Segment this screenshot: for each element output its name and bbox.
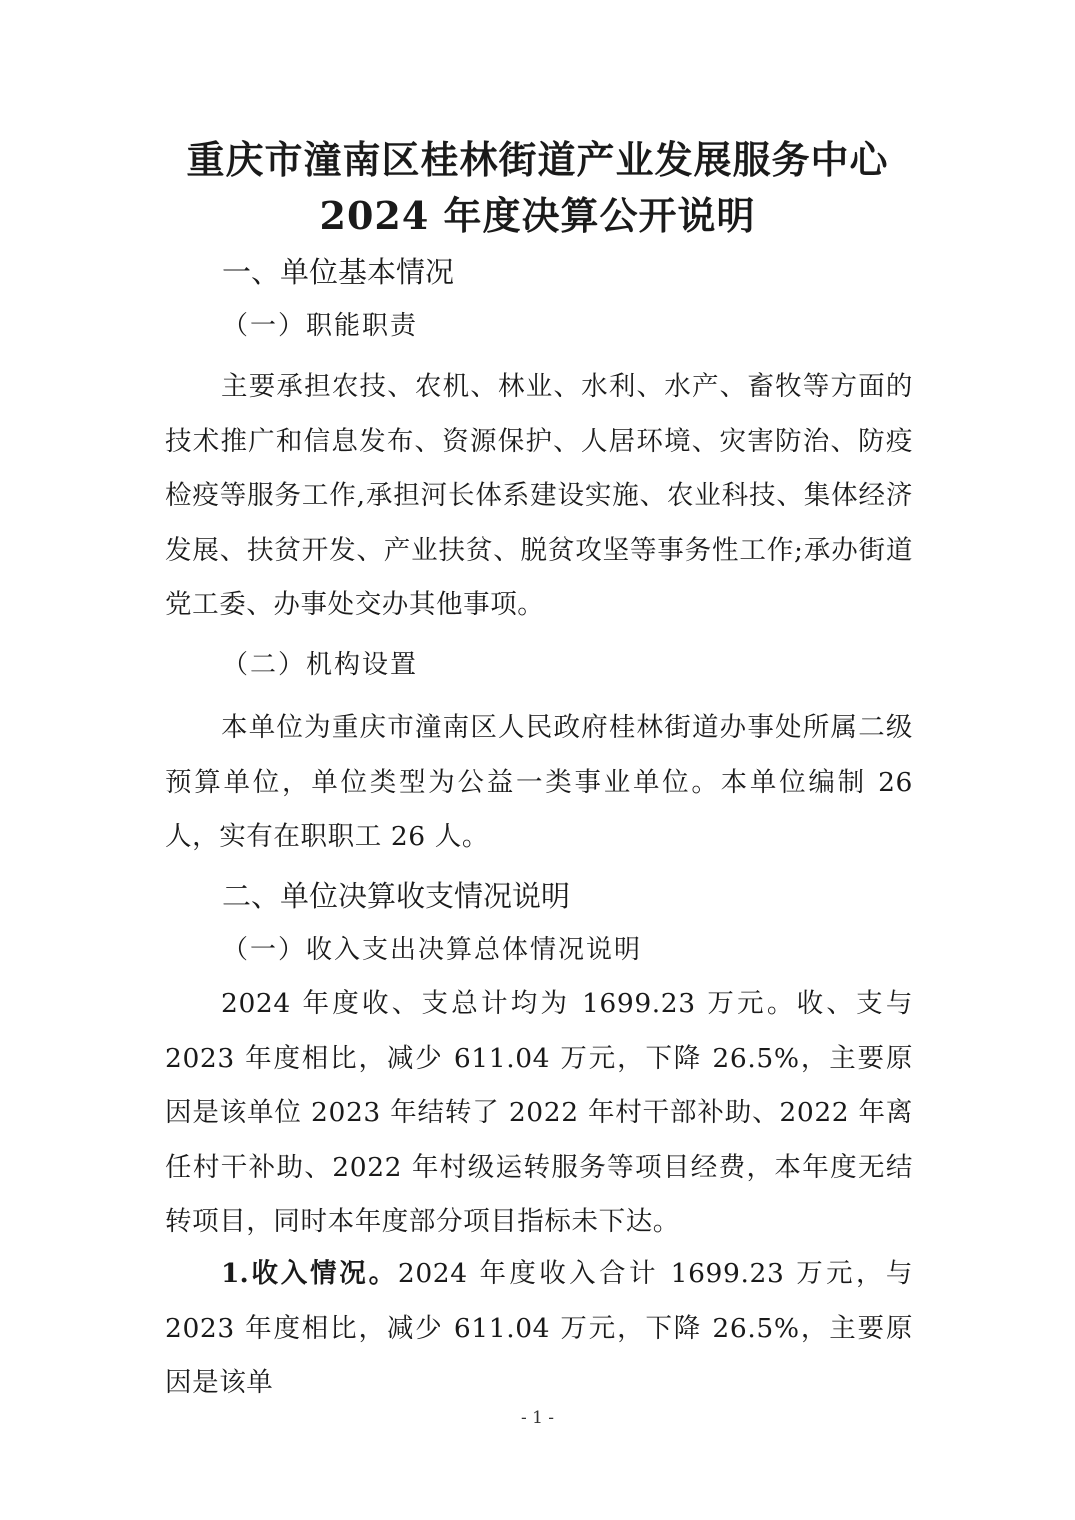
- income-text: 2024 年度收入合计 1699.23 万元，与 2023 年度相比，减少 611.04 万元，下降 26.5%，主要原因是该单: [165, 1258, 913, 1398]
- document-title-line2: 2024 年度决算公开说明: [319, 193, 756, 238]
- section1-heading: 一、单位基本情况: [222, 255, 455, 289]
- section1-sub2-paragraph: 本单位为重庆市潼南区人民政府桂林街道办事处所属二级预算单位，单位类型为公益一类事业单位。本单位编制 26 人，实有在职职工 26 人。: [165, 712, 913, 852]
- section1-sub1-paragraph: 主要承担农技、农机、林业、水利、水产、畜牧等方面的技术推广和信息发布、资源保护、人居环境、灾害防治、防疫检疫等服务工作,承担河长体系建设实施、农业科技、集体经济发展、扶贫开发、产业扶贫、脱贫攻坚等事务性工作;承办街道党工委、办事处交办其他事项。: [165, 371, 913, 620]
- section1-sub2-heading: （二）机构设置: [222, 650, 419, 680]
- document-title-line1: 重庆市潼南区桂林街道产业发展服务中心: [186, 137, 889, 182]
- section1-sub1-heading: （一）职能职责: [222, 311, 419, 341]
- income-label: 1.收入情况。: [221, 1258, 398, 1289]
- section2-sub1-paragraph: 2024 年度收、支总计均为 1699.23 万元。收、支与 2023 年度相比，减少 611.04 万元，下降 26.5%，主要原因是该单位 2023 年结转了 2022 年村干部补助、2022 年离任村干补助、2022 年村级运转服务等项目经费，本年度无结转项目，同时本年度部分项目指标未下达。: [165, 988, 913, 1237]
- section2-sub1-heading: （一）收入支出决算总体情况说明: [222, 935, 643, 965]
- income-paragraph: [165, 1247, 913, 1411]
- section2-heading: 二、单位决算收支情况说明: [222, 879, 571, 913]
- page-number: - 1 -: [520, 1408, 555, 1428]
